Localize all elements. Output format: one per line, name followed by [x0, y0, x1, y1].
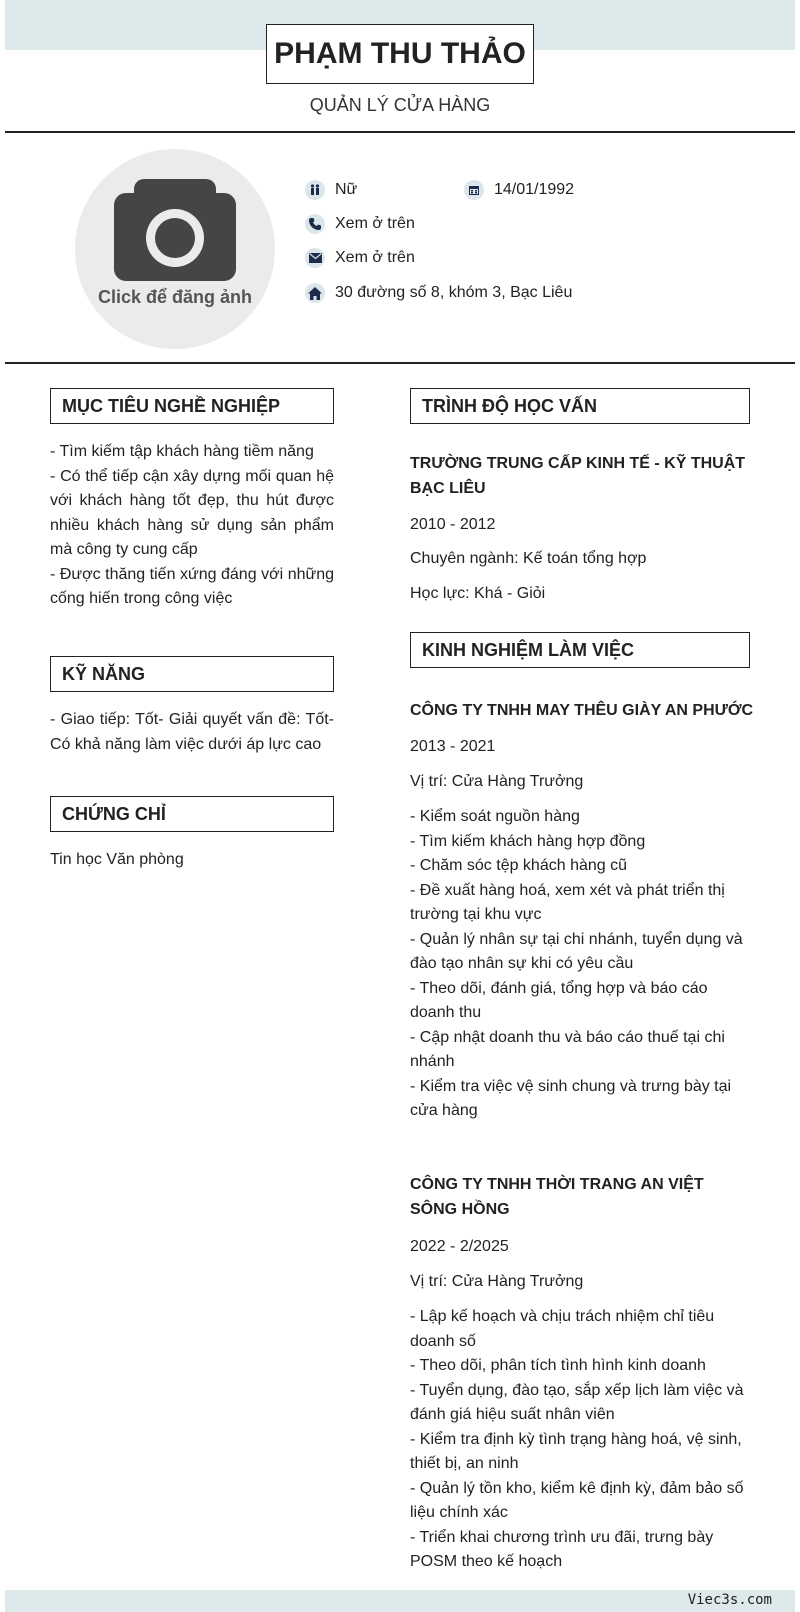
school-name: TRƯỜNG TRUNG CẤP KINH TẾ - KỸ THUẬT BẠC LIÊU	[410, 455, 746, 497]
duty-item: - Đề xuất hàng hoá, xem xét và phát triển thị trường tại khu vực	[410, 881, 725, 923]
gender-row	[305, 180, 357, 200]
company-name: CÔNG TY TNHH MAY THÊU GIÀY AN PHƯỚC	[410, 702, 754, 719]
job-role: Vị trí: Cửa Hàng Trưởng	[410, 1273, 584, 1290]
skills-heading: KỸ NĂNG	[50, 656, 334, 692]
photo-upload[interactable]	[75, 149, 275, 349]
camera-icon	[114, 179, 236, 281]
job-period: 2022 - 2/2025	[410, 1238, 509, 1255]
duty-item: - Cập nhật doanh thu và báo cáo thuế tại chi nhánh	[410, 1028, 725, 1070]
job-duties	[410, 805, 750, 1124]
duty-item: - Quản lý nhân sự tại chi nhánh, tuyển dụng và đào tạo nhân sự khi có yêu cầu	[410, 930, 743, 972]
duty-item: - Chăm sóc tệp khách hàng cũ	[410, 857, 628, 874]
job-role: Vị trí: Cửa Hàng Trưởng	[410, 773, 584, 790]
objective-section	[50, 440, 334, 612]
duty-item: - Quản lý tồn kho, kiểm kê định kỳ, đảm bảo số liệu chính xác	[410, 1479, 744, 1521]
duty-item: - Theo dõi, đánh giá, tổng hợp và báo cáo doanh thu	[410, 979, 708, 1021]
candidate-name: PHẠM THU THẢO	[266, 24, 534, 84]
duty-item: - Kiểm tra việc vệ sinh chung và trưng bày tại cửa hàng	[410, 1077, 732, 1119]
address-value: 30 đường số 8, khóm 3, Bạc Liêu	[335, 284, 573, 301]
education-period: 2010 - 2012	[410, 516, 496, 533]
home-icon	[305, 283, 325, 303]
duty-item: - Kiểm soát nguồn hàng	[410, 808, 580, 825]
phone-icon	[305, 214, 325, 234]
objective-line: - Tìm kiếm tập khách hàng tiềm năng	[50, 443, 314, 460]
photo-caption: Click để đăng ảnh	[97, 287, 253, 307]
education-major: Chuyên ngành: Kế toán tổng hợp	[410, 550, 647, 567]
address-row	[305, 283, 572, 303]
certificates-text: Tin học Văn phòng	[50, 851, 184, 868]
duty-item: - Triển khai chương trình ưu đãi, trưng bày POSM theo kế hoạch	[410, 1528, 714, 1570]
objective-line: - Được thăng tiến xứng đáng với những cống hiến trong công việc	[50, 565, 334, 607]
objective-line: - Có thể tiếp cận xây dựng mối quan hệ với khách hàng tốt đẹp, thu hút được nhiều khách hàng sử dụng sản phẩm mà công ty cung cấp	[50, 467, 334, 558]
duty-item: - Lập kế hoạch và chịu trách nhiệm chỉ tiêu doanh số	[410, 1308, 715, 1350]
phone-value: Xem ở trên	[335, 215, 415, 232]
gender-icon	[305, 180, 325, 200]
gender-value: Nữ	[335, 181, 358, 198]
experience-heading: KINH NGHIỆM LÀM VIỆC	[410, 632, 750, 668]
duty-item: - Theo dõi, phân tích tình hình kinh doanh	[410, 1357, 706, 1374]
email-value: Xem ở trên	[335, 249, 415, 266]
certificates-heading: CHỨNG CHỈ	[50, 796, 334, 832]
mail-icon	[305, 248, 325, 268]
duty-item: - Kiểm tra định kỳ tình trạng hàng hoá, vệ sinh, thiết bị, an ninh	[410, 1430, 742, 1472]
job-duties	[410, 1305, 750, 1575]
skills-text: - Giao tiếp: Tốt- Giải quyết vấn đề: Tốt- Có khả năng làm việc dưới áp lực cao	[50, 711, 334, 753]
duty-item: - Tuyển dụng, đào tạo, sắp xếp lịch làm việc và đánh giá hiệu suất nhân viên	[410, 1381, 744, 1423]
phone-row	[305, 214, 415, 234]
footer-band	[5, 1590, 795, 1612]
job-title: QUẢN LÝ CỬA HÀNG	[309, 95, 491, 115]
duty-item: - Tìm kiếm khách hàng hợp đồng	[410, 832, 646, 850]
job-period: 2013 - 2021	[410, 738, 496, 755]
company-name: CÔNG TY TNHH THỜI TRANG AN VIỆT SÔNG HỒNG	[410, 1176, 704, 1218]
education-grade: Học lực: Khá - Giỏi	[410, 585, 546, 602]
objective-heading: MỤC TIÊU NGHỀ NGHIỆP	[50, 388, 334, 424]
site-watermark[interactable]: Viec3s.com	[687, 1592, 772, 1608]
email-row	[305, 248, 415, 268]
profile-divider	[5, 362, 795, 364]
calendar-icon	[464, 180, 484, 200]
birthdate-row	[464, 180, 574, 200]
header-divider	[5, 131, 795, 133]
birthdate-value: 14/01/1992	[494, 181, 575, 198]
education-heading: TRÌNH ĐỘ HỌC VẤN	[410, 388, 750, 424]
